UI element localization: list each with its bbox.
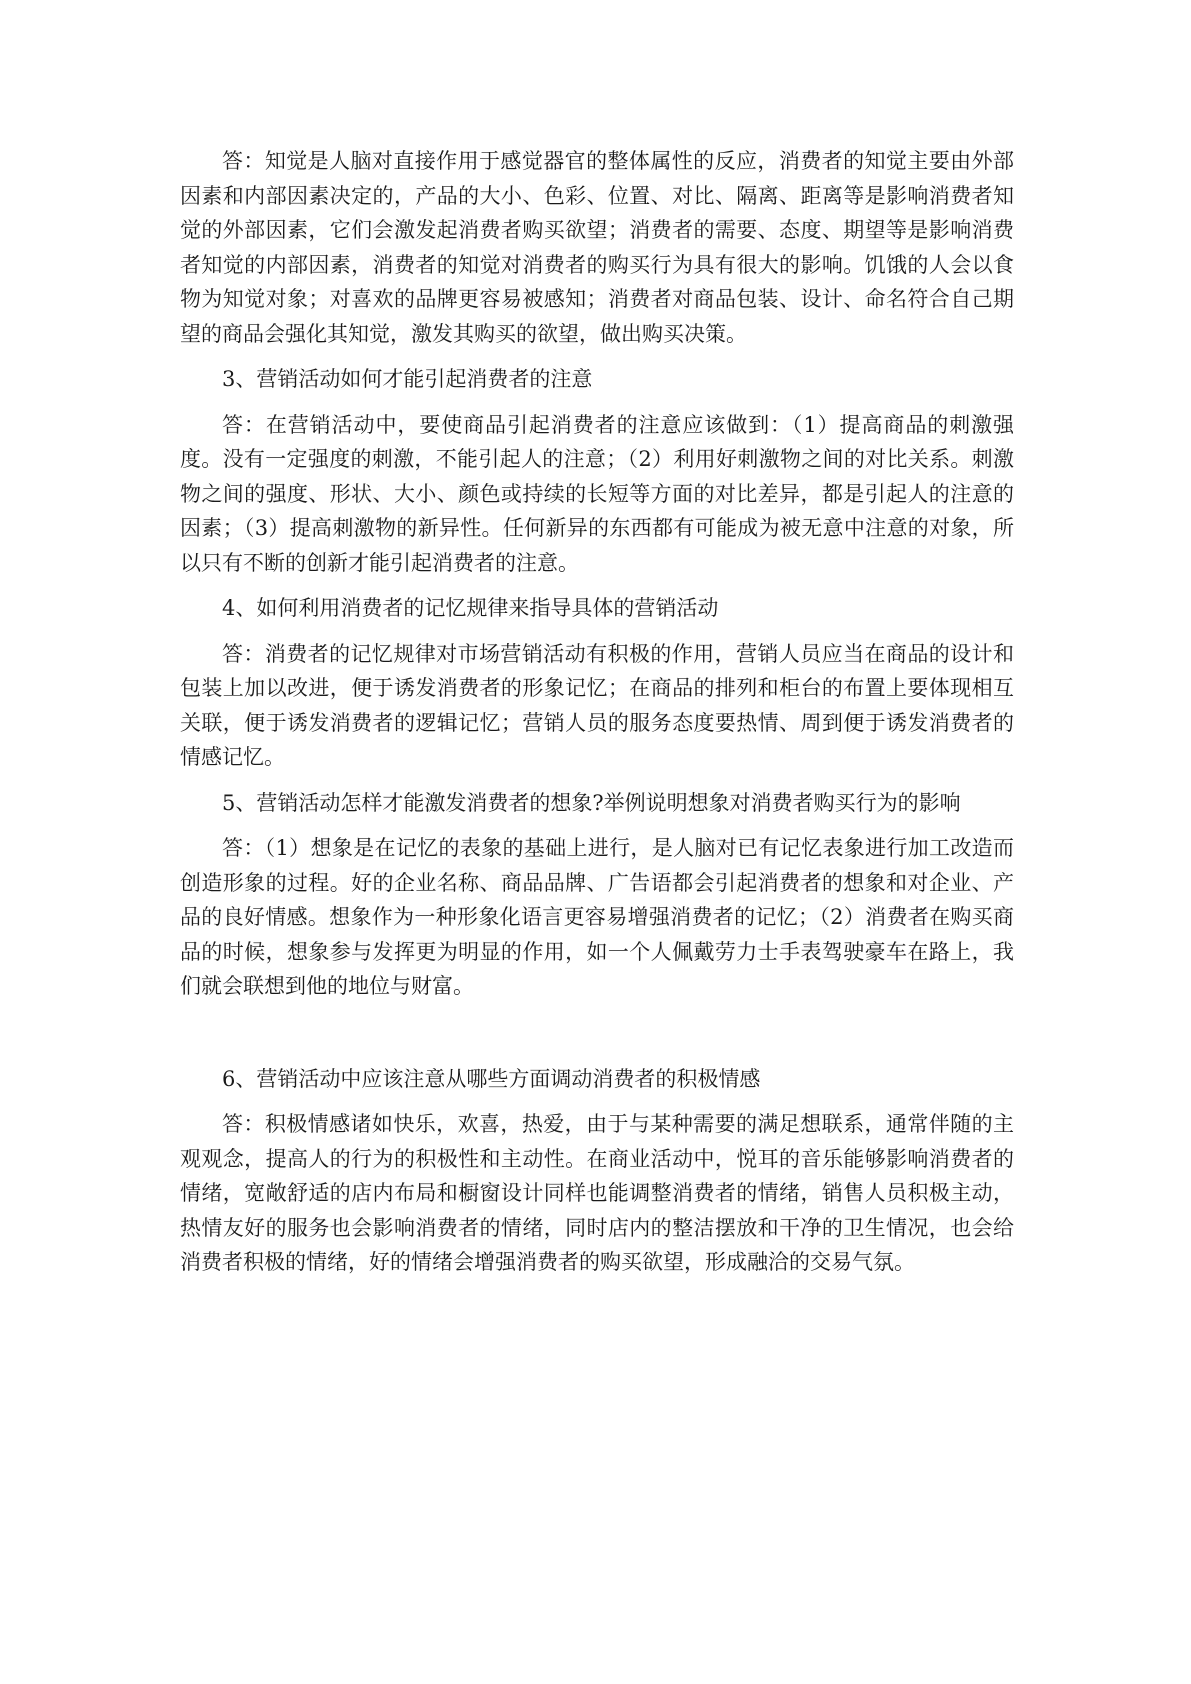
document-body	[180, 144, 1014, 1280]
answer-4-paragraph: 答：消费者的记忆规律对市场营销活动有积极的作用，营销人员应当在商品的设计和包装上加以改进，便于诱发消费者的形象记忆；在商品的排列和柜台的布置上要体现相互关联，便于诱发消费者的逻辑记忆；营销人员的服务态度要热情、周到便于诱发消费者的情感记忆。	[180, 641, 1014, 769]
answer-6-paragraph: 答：积极情感诸如快乐，欢喜，热爱，由于与某种需要的满足想联系，通常伴随的主观观念，提高人的行为的积极性和主动性。在商业活动中，悦耳的音乐能够影响消费者的情绪，宽敞舒适的店内布局和橱窗设计同样也能调整消费者的情绪，销售人员积极主动，热情友好的服务也会影响消费者的情绪，同时店内的整洁摆放和干净的卫生情况，也会给消费者积极的情绪，好的情绪会增强消费者的购买欲望，形成融洽的交易气氛。	[180, 1112, 1014, 1274]
answer-3-paragraph: 答：在营销活动中，要使商品引起消费者的注意应该做到：（1）提高商品的刺激强度。没有一定强度的刺激，不能引起人的注意；（2）利用好刺激物之间的对比关系。刺激物之间的强度、形状、大小、颜色或持续的长短等方面的对比差异，都是引起人的注意的因素；（3）提高刺激物的新异性。任何新异的东西都有可能成为被无意中注意的对象，所以只有不断的创新才能引起消费者的注意。	[180, 412, 1014, 575]
question-5-heading: 5、营销活动怎样才能激发消费者的想象?举例说明想象对消费者购买行为的影响	[222, 790, 961, 815]
question-4-heading: 4、如何利用消费者的记忆规律来指导具体的营销活动	[222, 596, 719, 620]
question-6-heading: 6、营销活动中应该注意从哪些方面调动消费者的积极情感	[222, 1066, 761, 1091]
answer-paragraph-perception: 答：知觉是人脑对直接作用于感觉器官的整体属性的反应，消费者的知觉主要由外部因素和内部因素决定的，产品的大小、色彩、位置、对比、隔离、距离等是影响消费者知觉的外部因素，它们会激发起消费者购买欲望；消费者的需要、态度、期望等是影响消费者知觉的内部因素，消费者的知觉对消费者的购买行为具有很大的影响。饥饿的人会以食物为知觉对象；对喜欢的品牌更容易被感知；消费者对商品包装、设计、命名符合自己期望的商品会强化其知觉，激发其购买的欲望，做出购买决策。	[180, 149, 1014, 346]
question-3-heading: 3、营销活动如何才能引起消费者的注意	[222, 367, 593, 391]
answer-5-paragraph: 答：（1）想象是在记忆的表象的基础上进行，是人脑对已有记忆表象进行加工改造而创造形象的过程。好的企业名称、商品品牌、广告语都会引起消费者的想象和对企业、产品的良好情感。想象作为一种形象化语言更容易增强消费者的记忆；（2）消费者在购买商品的时候，想象参与发挥更为明显的作用，如一个人佩戴劳力士手表驾驶豪车在路上，我们就会联想到他的地位与财富。	[180, 836, 1014, 998]
